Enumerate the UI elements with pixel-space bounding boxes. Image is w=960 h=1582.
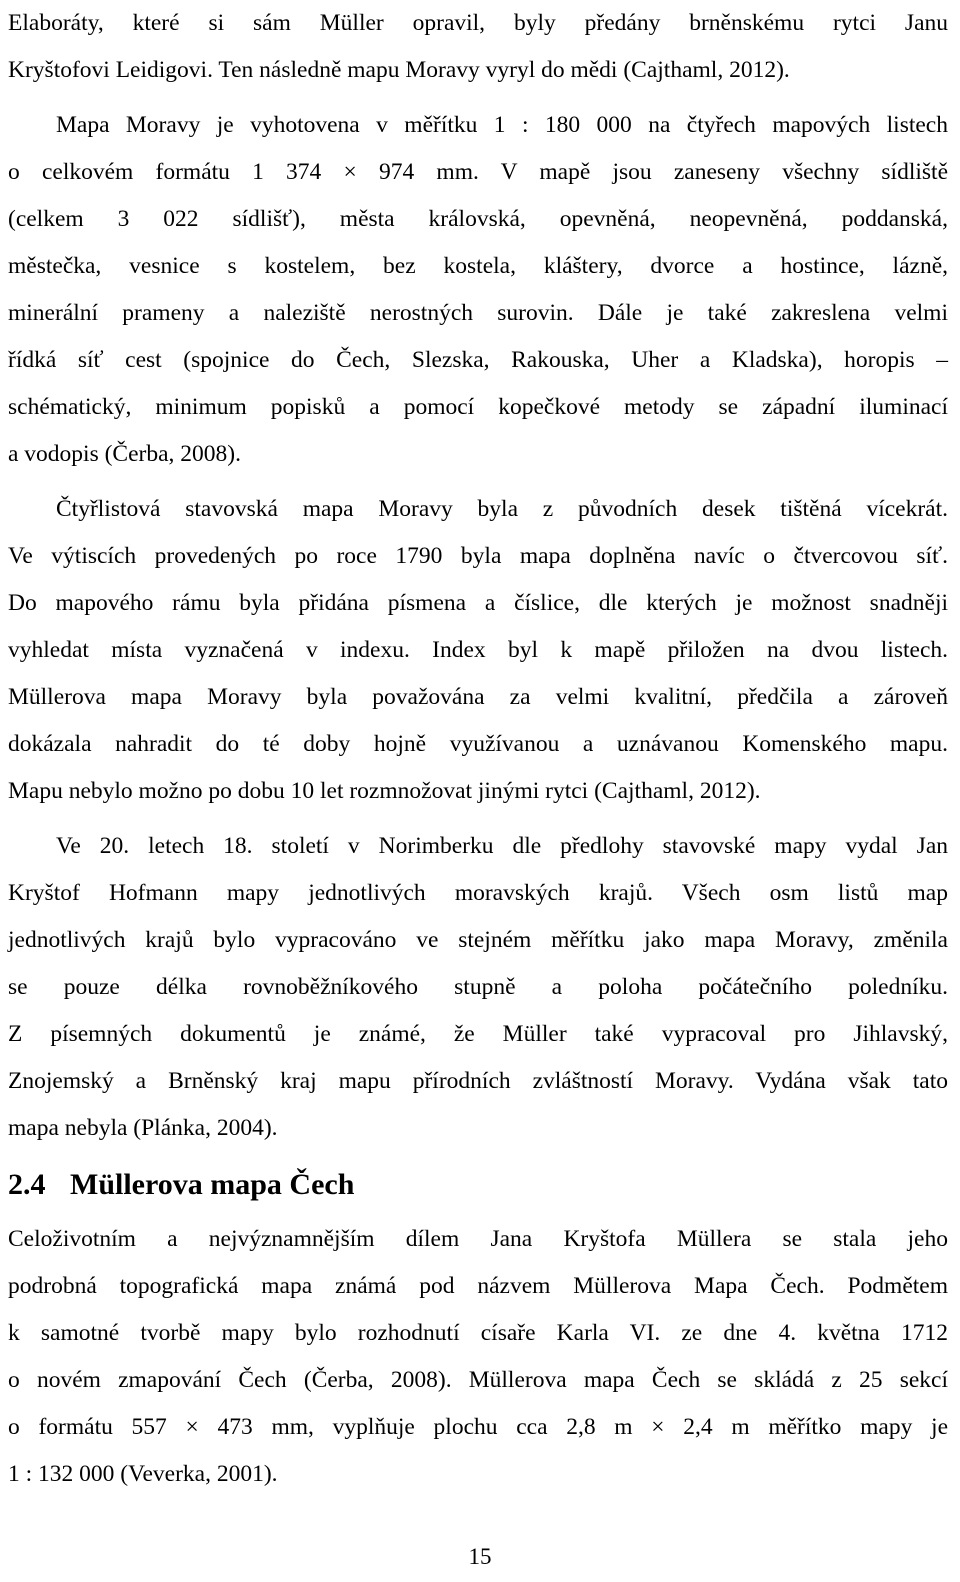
text-line: řídká síť cest (spojnice do Čech, Slezska, Rakouska, Uher a Kladska), horopis – xyxy=(8,347,948,373)
paragraph-gap xyxy=(8,94,948,102)
body-text-after-heading xyxy=(8,1216,948,1498)
text-line: se pouze délka rovnoběžníkového stupně a poloha počátečního poledníku. xyxy=(8,974,948,1000)
text-line: městečka, vesnice s kostelem, bez kostela, kláštery, dvorce a hostince, lázně, xyxy=(8,253,948,279)
text-line: Z písemných dokumentů je známé, že Müller také vypracoval pro Jihlavský, xyxy=(8,1021,948,1047)
text-line: schématický, minimum popisků a pomocí kopečkové metody se západní iluminací xyxy=(8,394,948,420)
section-title: Müllerova mapa Čech xyxy=(70,1168,355,1201)
text-line: o novém zmapování Čech (Čerba, 2008). Müllerova mapa Čech se skládá z 25 sekcí xyxy=(8,1367,948,1393)
section-heading xyxy=(8,1160,948,1210)
text-line: Ve 20. letech 18. století v Norimberku dle předlohy stavovské mapy vydal Jan xyxy=(56,833,948,859)
text-line: podrobná topografická mapa známá pod názvem Müllerova Mapa Čech. Podmětem xyxy=(8,1273,948,1299)
text-line: Celoživotním a nejvýznamnějším dílem Jana Kryštofa Müllera se stala jeho xyxy=(8,1226,948,1252)
text-line: Kryštofovi Leidigovi. Ten následně mapu Moravy vyryl do mědi (Cajthaml, 2012). xyxy=(8,57,790,83)
text-line: Mapu nebylo možno po dobu 10 let rozmnožovat jinými rytci (Cajthaml, 2012). xyxy=(8,778,761,804)
page-number: 15 xyxy=(468,1544,492,1569)
document-page xyxy=(8,0,948,1498)
paragraph xyxy=(8,102,948,478)
text-line: Do mapového rámu byla přidána písmena a číslice, dle kterých je možnost snadněji xyxy=(8,590,948,616)
text-line: 1 : 132 000 (Veverka, 2001). xyxy=(8,1461,278,1487)
text-line: k samotné tvorbě mapy bylo rozhodnutí císaře Karla VI. ze dne 4. května 1712 xyxy=(8,1320,948,1346)
text-line: o celkovém formátu 1 374 × 974 mm. V mapě jsou zaneseny všechny sídliště xyxy=(8,159,948,185)
text-line: mapa nebyla (Plánka, 2004). xyxy=(8,1115,278,1141)
text-line: Mapa Moravy je vyhotovena v měřítku 1 : 180 000 na čtyřech mapových listech xyxy=(56,112,948,138)
text-line: o formátu 557 × 473 mm, vyplňuje plochu cca 2,8 m × 2,4 m měřítko mapy je xyxy=(8,1414,948,1440)
section-number: 2.4 xyxy=(8,1168,46,1201)
text-line: vyhledat místa vyznačená v indexu. Index byl k mapě přiložen na dvou listech. xyxy=(8,637,948,663)
paragraph xyxy=(8,486,948,815)
paragraph xyxy=(8,0,948,94)
paragraph xyxy=(8,1216,948,1498)
text-line: Müllerova mapa Moravy byla považována za velmi kvalitní, předčila a zároveň xyxy=(8,684,948,710)
text-line: Znojemský a Brněnský kraj mapu přírodních zvláštností Moravy. Vydána však tato xyxy=(8,1068,948,1094)
text-line: Čtyřlistová stavovská mapa Moravy byla z původních desek tištěná vícekrát. xyxy=(56,496,948,522)
paragraph-gap xyxy=(8,815,948,823)
text-line: Ve výtiscích provedených po roce 1790 byla mapa doplněna navíc o čtvercovou síť. xyxy=(8,543,948,569)
text-line: jednotlivých krajů bylo vypracováno ve stejném měřítku jako mapa Moravy, změnila xyxy=(8,927,948,953)
text-line: (celkem 3 022 sídlišť), města královská, opevněná, neopevněná, poddanská, xyxy=(8,206,948,232)
text-line: Elaboráty, které si sám Müller opravil, byly předány brněnskému rytci Janu xyxy=(8,10,948,36)
text-line: minerální prameny a naleziště nerostných surovin. Dále je také zakreslena velmi xyxy=(8,300,948,326)
text-line: a vodopis (Čerba, 2008). xyxy=(8,441,241,467)
text-line: dokázala nahradit do té doby hojně využívanou a uznávanou Komenského mapu. xyxy=(8,731,948,757)
paragraph xyxy=(8,823,948,1152)
paragraph-gap xyxy=(8,478,948,486)
text-line: Kryštof Hofmann mapy jednotlivých moravských krajů. Všech osm listů map xyxy=(8,880,948,906)
body-text-before-heading xyxy=(8,0,948,1152)
